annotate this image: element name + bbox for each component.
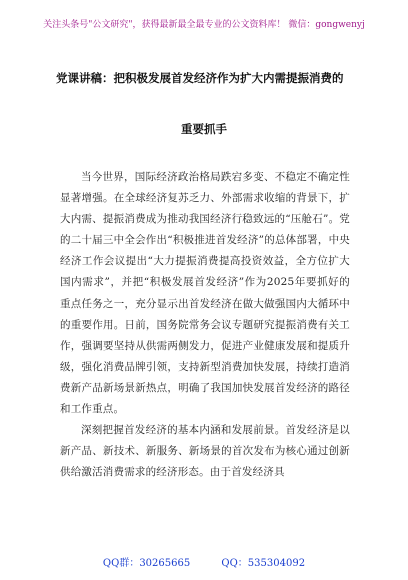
body-paragraph-1: 当今世界，国际经济政治格局跌宕多变、不稳定不确定性显著增强。在全球经济复苏乏力、外部需求收缩的背景下，扩大内需、提振消费成为推动我国经济行稳致远的“压舱石”。党的二十届三中全会作出“积极推进首发经济”的总体部署，中央经济工作会议提出“大力提振消费提高投资效益，全方位扩大国内需求”，并把“积极发展首发经济”作为2025年要抓好的重点任务之一，充分显示出首发经济在做大做强国内大循环中的重要作用。日前，国务院常务会议专题研究提振消费有关工作，强调要坚持从供需两侧发力，促进产业健康发展和提质升级，强化消费品牌引领，支持新型消费加快发展，持续打造消费新产品新场景新热点，明确了我国加快发展首发经济的路径和工作重点。: [60, 171, 350, 416]
footer-qq-group: QQ群：30265665: [102, 558, 191, 569]
footer-contact: [0, 554, 408, 569]
body-paragraph-2: 深刻把握首发经济的基本内涵和发展前景。首发经济是以新产品、新技术、新服务、新场景的首次发布为核心通过创新供给激活消费需求的经济形态。由于首发经济具: [60, 424, 350, 479]
footer-qq: QQ：535304092: [221, 558, 306, 569]
document-body: [60, 167, 350, 483]
header-promo-note: 关注头条号"公文研究"，获得最新最全最专业的公文资料库！ 微信：gongwenyj: [43, 20, 365, 30]
document-title-line-2: 重要抓手: [181, 122, 227, 136]
document-title-line-1: 党课讲稿：把积极发展首发经济作为扩大内需提振消费的: [56, 71, 344, 85]
